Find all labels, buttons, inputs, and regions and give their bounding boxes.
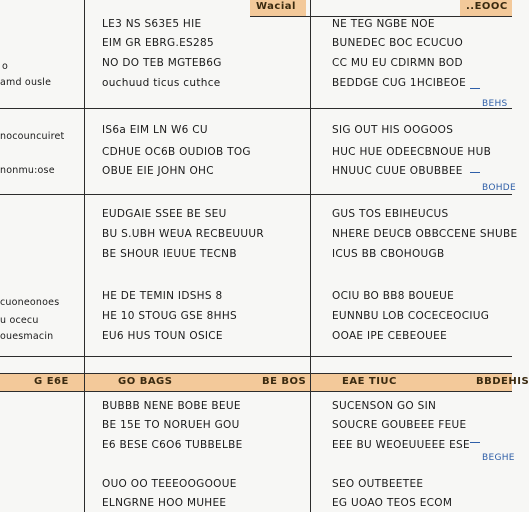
cell-line: HUC HUE ODEECBNOUE HUB	[332, 146, 492, 158]
grid-hline	[0, 356, 512, 357]
cell-line: NO DO TEB MGTEB6G	[102, 57, 222, 69]
grid-hline	[0, 373, 512, 374]
margin-note-tick	[470, 442, 480, 443]
cell-line: HE 10 STOUG GSE 8HHS	[102, 310, 237, 322]
cell-line: CC MU EU CDIRMN BOD	[332, 57, 463, 69]
cell-line: BE 15E TO NORUEH GOU	[102, 419, 240, 431]
margin-note-tick	[470, 172, 480, 173]
cell-line: SEO OUTBEETEE	[332, 478, 424, 490]
mid-header-col1-label: G E6E	[34, 376, 69, 387]
grid-hline	[0, 108, 512, 109]
cell-line: ouchuud ticus cuthce	[102, 77, 221, 89]
cell-line: EEE BU WEOEUUEEE ESE	[332, 439, 470, 451]
margin-note: BEGHE	[482, 453, 515, 463]
grid-vline-1	[84, 0, 85, 512]
cell-line: EU6 HUS TOUN OSICE	[102, 330, 223, 342]
left-label: u ocecu	[0, 315, 39, 326]
cell-line: GUS TOS EBIHEUCUS	[332, 208, 449, 220]
cell-line: BU S.UBH WEUA RECBEUUUR	[102, 228, 264, 240]
cell-line: EIM GR EBRG.ES285	[102, 37, 214, 49]
left-label: nonmu:ose	[0, 165, 55, 176]
cell-line: SOUCRE GOUBEEE FEUE	[332, 419, 467, 431]
cell-line: EUNNBU LOB COCECEOCIUG	[332, 310, 490, 322]
cell-line: BE SHOUR IEUUE TECNB	[102, 248, 237, 260]
cell-line: HE DE TEMIN IDSHS 8	[102, 290, 223, 302]
grid-hline	[0, 391, 512, 392]
grid-vline-2	[310, 0, 311, 512]
cell-line: CDHUE OC6B OUDIOB TOG	[102, 146, 251, 158]
left-label: nocouncuiret	[0, 131, 65, 142]
cell-line: EG UOAO TEOS ECOM	[332, 497, 453, 509]
mid-header-col4-label: BBDEHIS	[476, 376, 529, 387]
left-label: ouesmacin	[0, 331, 54, 342]
cell-line: OOAE IPE CEBEOUEE	[332, 330, 448, 342]
cell-line: OBUE EIE JOHN OHC	[102, 165, 214, 177]
cell-line: SIG OUT HIS OOGOOS	[332, 124, 454, 136]
left-label: amd ousle	[0, 77, 52, 88]
top-header-col4-label: ..EOOC	[466, 1, 508, 12]
cell-line: BEDDGE CUG 1HCIBEOE	[332, 77, 467, 89]
mid-header-band	[0, 373, 512, 391]
cell-line: SUCENSON GO SIN	[332, 400, 437, 412]
cell-line: EUDGAIE SSEE BE SEU	[102, 208, 227, 220]
cell-line: OCIU BO BB8 BOUEUE	[332, 290, 455, 302]
cell-line: LE3 NS S63E5 HIE	[102, 18, 202, 30]
left-label: cuoneonoes	[0, 297, 60, 308]
grid-hline	[0, 194, 512, 195]
left-label: o	[2, 61, 9, 72]
margin-note: BEHS	[482, 99, 508, 109]
cell-line: IS6a EIM LN W6 CU	[102, 124, 208, 136]
mid-header-col3-label: EAE TIUC	[342, 376, 397, 387]
top-header-col3-label: Wacial	[256, 1, 296, 12]
cell-line: ELNGRNE HOO MUHEE	[102, 497, 227, 509]
mid-header-col2-label: GO BAGS	[118, 376, 173, 387]
cell-line: ICUS BB CBOHOUGB	[332, 248, 445, 260]
cell-line: HNUUC CUUE OBUBBEE	[332, 165, 463, 177]
grid-hline	[250, 16, 512, 17]
mid-header-col2b-label: BE BOS	[262, 376, 307, 387]
cell-line: OUO OO TEEEOOGOOUE	[102, 478, 237, 490]
margin-note-tick	[470, 88, 480, 89]
cell-line: BUBBB NENE BOBE BEUE	[102, 400, 241, 412]
cell-line: BUNEDEC BOC ECUCUO	[332, 37, 464, 49]
cell-line: NE TEG NGBE NOE	[332, 18, 435, 30]
cell-line: NHERE DEUCB OBBCCENE SHUBE	[332, 228, 518, 240]
cell-line: E6 BESE C6O6 TUBBELBE	[102, 439, 243, 451]
margin-note: BOHDE	[482, 183, 516, 193]
